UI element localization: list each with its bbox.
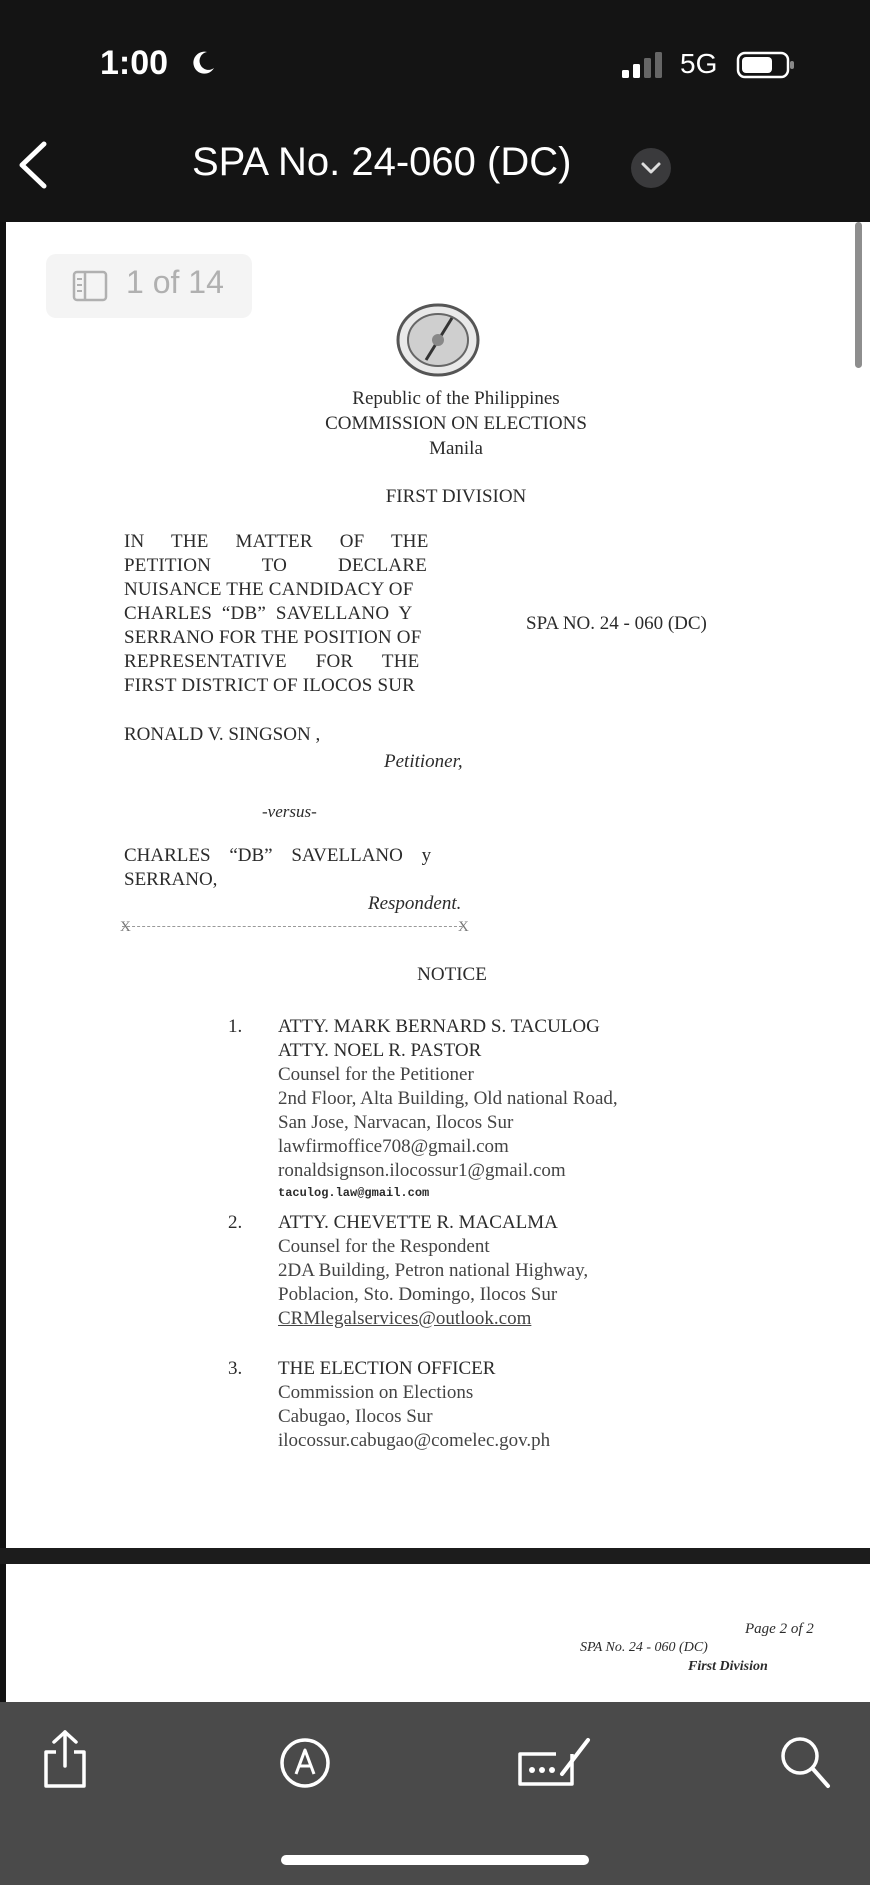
recipient-email: CRMlegalservices@outlook.com xyxy=(278,1308,532,1329)
recipient-email: ronaldsignson.ilocossur1@gmail.com xyxy=(278,1160,566,1181)
recipient-line: THE ELECTION OFFICER xyxy=(278,1358,496,1379)
recipient-email: ilocossur.cabugao@comelec.gov.ph xyxy=(278,1430,551,1451)
caption-line-3: NUISANCE THE CANDIDACY OF xyxy=(124,579,414,600)
versus-label: -versus- xyxy=(262,802,317,821)
title-menu-button[interactable] xyxy=(631,148,671,188)
annotate-icon[interactable] xyxy=(516,1734,594,1790)
markup-icon[interactable] xyxy=(278,1736,332,1790)
signal-icon xyxy=(622,50,666,80)
recipient-line: ATTY. CHEVETTE R. MACALMA xyxy=(278,1212,558,1233)
page-separator xyxy=(0,1548,870,1564)
header-line-2: COMMISSION ON ELECTIONS xyxy=(325,413,587,434)
share-icon[interactable] xyxy=(38,1728,92,1790)
recipient-line: Poblacion, Sto. Domingo, Ilocos Sur xyxy=(278,1284,558,1305)
caption-line-2: PETITION TO DECLARE xyxy=(124,555,428,576)
recipient-email: taculog.law@gmail.com xyxy=(278,1186,430,1200)
case-number: SPA NO. 24 - 060 (DC) xyxy=(526,613,707,634)
recipient-line: Commission on Elections xyxy=(278,1382,474,1403)
caption-line-1: IN THE MATTER OF THE xyxy=(124,531,429,552)
recipient-line: ATTY. MARK BERNARD S. TACULOG xyxy=(278,1016,600,1037)
document-title[interactable]: SPA No. 24-060 (DC) xyxy=(192,140,572,184)
recipient-line: Counsel for the Respondent xyxy=(278,1236,490,1257)
recipient-line: San Jose, Narvacan, Ilocos Sur xyxy=(278,1112,514,1133)
separator-left: X xyxy=(120,919,131,935)
moon-icon xyxy=(190,50,216,76)
page2-division-label: First Division xyxy=(688,1659,768,1674)
scrollbar[interactable] xyxy=(855,222,862,368)
document-page-2[interactable] xyxy=(6,1564,870,1702)
petitioner-label: Petitioner, xyxy=(384,751,463,772)
comelec-seal-icon xyxy=(396,302,480,378)
respondent-name-1: CHARLES “DB” SAVELLANO y xyxy=(124,845,432,866)
header-line-3: Manila xyxy=(429,438,483,459)
recipient-line: ATTY. NOEL R. PASTOR xyxy=(278,1040,482,1061)
recipient-number: 3. xyxy=(228,1358,243,1379)
page-indicator-text: 1 of 14 xyxy=(126,264,224,300)
sidebar-icon xyxy=(72,270,108,302)
status-time: 1:00 xyxy=(100,44,169,82)
page-indicator[interactable] xyxy=(46,254,252,318)
caption-line-5: SERRANO FOR THE POSITION OF xyxy=(124,627,422,648)
recipient-line: Counsel for the Petitioner xyxy=(278,1064,474,1085)
division-title: FIRST DIVISION xyxy=(385,486,527,507)
caption-line-4: CHARLES “DB” SAVELLANO Y xyxy=(124,603,413,624)
top-bar xyxy=(0,0,870,222)
recipient-line: 2nd Floor, Alta Building, Old national Road, xyxy=(278,1088,618,1109)
respondent-name-2: SERRANO, xyxy=(124,869,218,890)
caption-separator xyxy=(122,926,462,927)
petitioner-name: RONALD V. SINGSON , xyxy=(124,724,321,745)
battery-icon xyxy=(736,50,796,80)
separator-right: X xyxy=(458,919,469,935)
recipient-email: lawfirmoffice708@gmail.com xyxy=(278,1136,509,1157)
header-line-1: Republic of the Philippines xyxy=(352,388,560,409)
search-icon[interactable] xyxy=(778,1734,832,1790)
caption-line-6: REPRESENTATIVE FOR THE xyxy=(124,651,420,672)
recipient-number: 1. xyxy=(228,1016,243,1037)
back-icon[interactable] xyxy=(14,138,54,192)
page2-page-label: Page 2 of 2 xyxy=(745,1621,814,1637)
page2-case-label: SPA No. 24 - 060 (DC) xyxy=(580,1640,708,1655)
respondent-label: Respondent. xyxy=(368,893,462,914)
recipient-number: 2. xyxy=(228,1212,243,1233)
notice-title: NOTICE xyxy=(417,964,487,985)
caption-line-7: FIRST DISTRICT OF ILOCOS SUR xyxy=(124,675,416,696)
home-indicator[interactable] xyxy=(281,1855,589,1865)
recipient-line: 2DA Building, Petron national Highway, xyxy=(278,1260,589,1281)
chevron-down-icon xyxy=(631,148,671,188)
network-type: 5G xyxy=(680,48,718,79)
recipient-line: Cabugao, Ilocos Sur xyxy=(278,1406,433,1427)
